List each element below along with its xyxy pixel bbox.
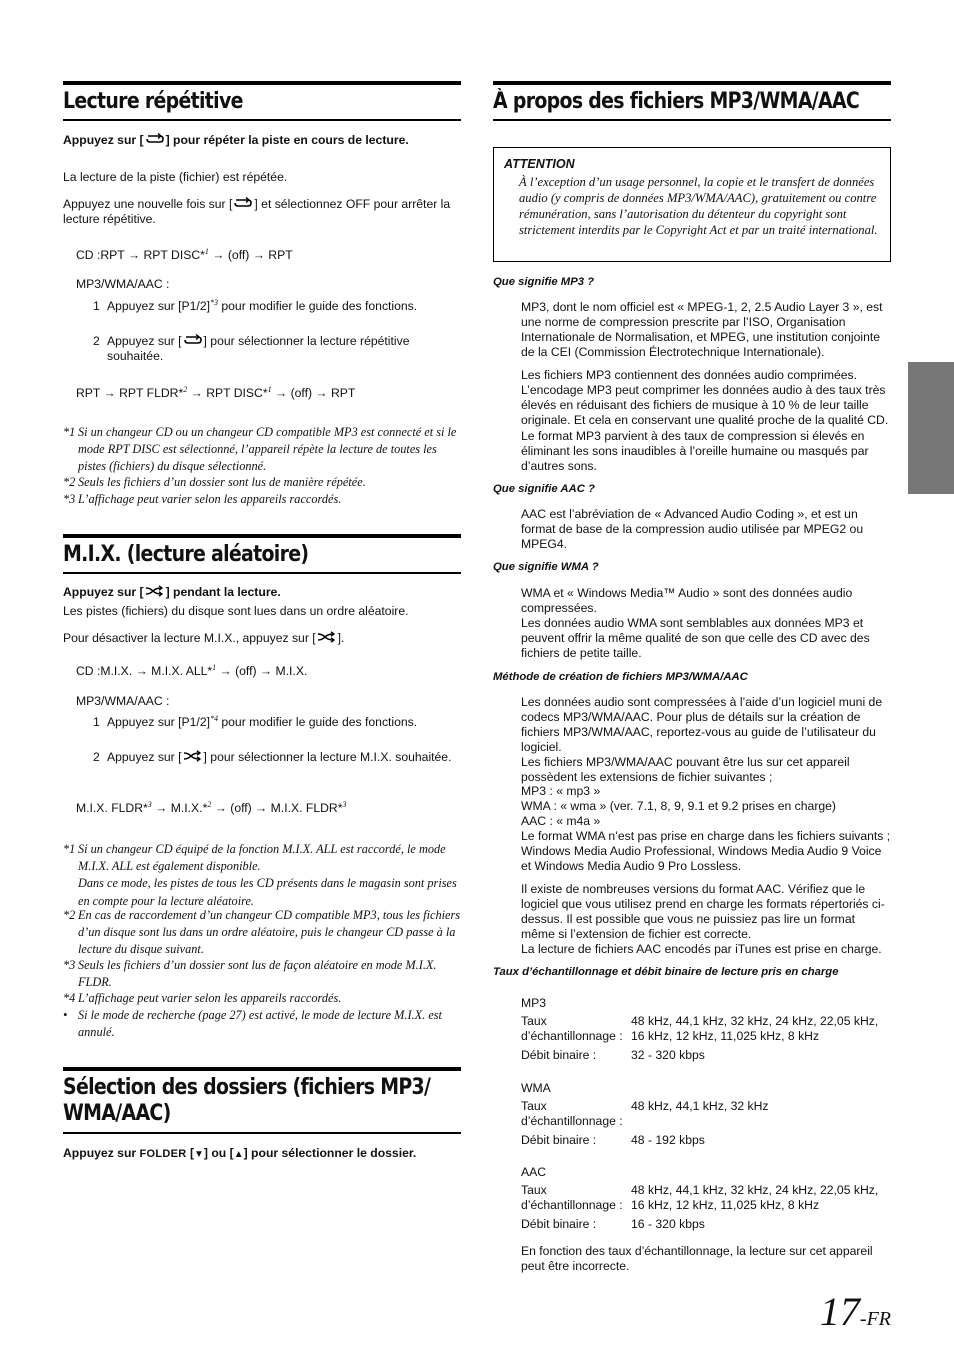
page-number-suffix: -FR bbox=[859, 1308, 891, 1330]
shuffle-icon bbox=[182, 750, 204, 762]
mix-step-2: Appuyez sur [ ] pour sélectionner la lecture M.I.X. souhaitée. bbox=[107, 750, 452, 764]
extension-aac: AAC : « m4a » bbox=[521, 814, 601, 828]
heading-what-is-wma: Que signifie WMA ? bbox=[493, 561, 599, 573]
mix-paragraph-1: Les pistes (fichiers) du disque sont lues dans un ordre aléatoire. bbox=[63, 604, 409, 618]
method-paragraph-4: Il existe de nombreuses versions du format AAC. Vérifiez que le logiciel que vous utilisez prend en charge les formats répertoriés ci-dessus. Il est possible que vous ne puissiez pas lire un format même si l’extension de fichier est correcte. bbox=[521, 882, 885, 942]
wma-paragraph-2: Les données audio WMA sont semblables aux données MP3 et peuvent offrir la même qualité de son que celle des CD avec des fichiers de petite taille. bbox=[521, 616, 870, 661]
method-paragraph-5: La lecture de fichiers AAC encodés par iTunes est prise en charge. bbox=[521, 942, 882, 956]
spec-value: 48 kHz, 44,1 kHz, 32 kHz bbox=[631, 1099, 769, 1113]
spec-format-name: WMA bbox=[521, 1081, 551, 1095]
heading-what-is-mp3: Que signifie MP3 ? bbox=[493, 276, 595, 288]
repeat-step-1-number: 1 bbox=[93, 299, 100, 313]
spec-value: 48 kHz, 44,1 kHz, 32 kHz, 24 kHz, 22,05 kHz, bbox=[631, 1014, 879, 1028]
mix-note-bullet: • Si le mode de recherche (page 27) est activé, le mode de lecture M.I.X. est annulé. bbox=[63, 1008, 442, 1040]
spec-label: d’échantillonnage : bbox=[521, 1029, 623, 1043]
spec-value: 16 kHz, 12 kHz, 11,025 kHz, 8 kHz bbox=[631, 1198, 820, 1212]
mix-mp3-sequence: M.I.X. FLDR*$^3$ → M.I.X.*$^2$ → (off) → M.I.X. FLDR*$^3$ bbox=[76, 799, 347, 815]
repeat-paragraph-2: Appuyez une nouvelle fois sur [ ] et sélectionnez OFF pour arrêter la lecture répétitive. bbox=[63, 197, 451, 227]
wma-paragraph-1: WMA et « Windows Media™ Audio » sont des données audio compressées. bbox=[521, 586, 853, 616]
repeat-cd-sequence: CD :RPT → RPT DISC*$^1$ → (off) → RPT bbox=[76, 246, 293, 262]
spec-label: Débit binaire : bbox=[521, 1133, 597, 1147]
attention-text: À l’exception d’un usage personnel, la copie et le transfert de données audio (y compris de données MP3/WMA/AAC), gratuitement ou contre rémunération, sans l’autorisation du détenteur du copyright sont strictement interdits par le Copyright Act et par un traité international. bbox=[519, 175, 878, 237]
spec-format-name: AAC bbox=[521, 1165, 547, 1179]
mix-cd-sequence: CD :M.I.X. → M.I.X. ALL*$^1$ → (off) → M.I.X. bbox=[76, 662, 308, 678]
spec-value: 48 kHz, 44,1 kHz, 32 kHz, 24 kHz, 22,05 kHz, bbox=[631, 1183, 879, 1197]
repeat-mp3-label: MP3/WMA/AAC : bbox=[76, 277, 170, 291]
spec-block-aac bbox=[521, 1165, 891, 1235]
final-note: En fonction des taux d’échantillonnage, la lecture sur cet appareil peut être incorrecte. bbox=[521, 1244, 873, 1274]
spec-label: Taux bbox=[521, 1099, 547, 1113]
extension-wma: WMA : « wma » (ver. 7.1, 8, 9, 9.1 et 9.2 prises en charge) bbox=[521, 799, 836, 813]
attention-box bbox=[493, 147, 891, 262]
heading-sampling-rates: Taux d’échantillonnage et débit binaire de lecture pris en charge bbox=[493, 966, 839, 978]
mix-step-1: Appuyez sur $[P1/2]^{*4}$ pour modifier le guide des fonctions. bbox=[107, 713, 418, 729]
heading-creation-method: Méthode de création de fichiers MP3/WMA/AAC bbox=[493, 671, 748, 683]
mix-footnote-1: *1 Si un changeur CD équipé de la fonction M.I.X. ALL est raccordé, le mode M.I.X. ALL est également disponible. Dans ce mode, les pistes de tous les CD présents dans le magasin sont prises en compte pour la lecture aléatoire. bbox=[63, 842, 457, 908]
attention-label: ATTENTION bbox=[504, 157, 575, 171]
mix-step-2-number: 2 bbox=[93, 750, 100, 764]
spec-value: 16 kHz, 12 kHz, 11,025 kHz, 8 kHz bbox=[631, 1029, 820, 1043]
repeat-instruction: Appuyez sur [ ] pour répéter la piste en cours de lecture. bbox=[63, 133, 409, 147]
mix-footnote-4: *4 L’affichage peut varier selon les appareils raccordés. bbox=[63, 991, 342, 1005]
spec-label: d’échantillonnage : bbox=[521, 1198, 623, 1212]
repeat-mp3-sequence: RPT → RPT FLDR*$^2$ → RPT DISC*$^1$ → (off) → RPT bbox=[76, 384, 356, 400]
repeat-paragraph-1: La lecture de la piste (fichier) est répétée. bbox=[63, 170, 288, 184]
mix-footnote-3: *3 Seuls les fichiers d’un dossier sont lus de façon aléatoire en mode M.I.X. FLDR. bbox=[63, 958, 437, 990]
repeat-footnote-2: *2 Seuls les fichiers d’un dossier sont lus de manière répétée. bbox=[63, 475, 366, 489]
spec-block-wma bbox=[521, 1081, 891, 1151]
spec-label: Débit binaire : bbox=[521, 1217, 597, 1231]
repeat-footnote-3: *3 L’affichage peut varier selon les appareils raccordés. bbox=[63, 492, 342, 506]
spec-label: Débit binaire : bbox=[521, 1048, 597, 1062]
section-title-repeat: Lecture répétitive bbox=[63, 81, 461, 121]
mix-instruction: Appuyez sur [ ] pendant la lecture. bbox=[63, 585, 281, 599]
spec-value: 16 - 320 kbps bbox=[631, 1217, 705, 1231]
repeat-icon bbox=[144, 133, 166, 145]
repeat-icon bbox=[232, 197, 254, 209]
page-number bbox=[820, 1287, 891, 1337]
spec-label: Taux bbox=[521, 1014, 547, 1028]
mp3-paragraph-2: Les fichiers MP3 contiennent des données audio comprimées. L’encodage MP3 peut comprimer les données audio à des taux très élevés en réduisant des fichiers de musique à 10 % de leur taille originale. Et cela en conservant une qualité proche de la qualité CD. Le format MP3 parvient à des taux de compression si élevés en éliminant les sons inaudibles à l’oreille humaine ou masqués par d’autres sons. bbox=[521, 368, 889, 473]
mix-mp3-label: MP3/WMA/AAC : bbox=[76, 694, 170, 708]
side-tab-marker bbox=[908, 362, 954, 494]
spec-value: 48 - 192 kbps bbox=[631, 1133, 705, 1147]
method-paragraph-3: Le format WMA n’est pas prise en charge dans les fichiers suivants ; Windows Media Audio Professional, Windows Media Audio 9 Voice et Windows Media Audio 9 Pro Lossless. bbox=[521, 829, 891, 874]
mix-step-1-number: 1 bbox=[93, 715, 100, 729]
spec-value: 32 - 320 kbps bbox=[631, 1048, 705, 1062]
extension-mp3: MP3 : « mp3 » bbox=[521, 784, 601, 798]
section-title-folder: Sélection des dossiers (fichiers MP3/ WMA/AAC) bbox=[63, 1067, 461, 1134]
spec-label: Taux bbox=[521, 1183, 547, 1197]
page-number-value: 17 bbox=[819, 1289, 860, 1334]
aac-paragraph: AAC est l’abréviation de « Advanced Audio Coding », et est un format de base de la compression audio utilisée par MPEG2 ou MPEG4. bbox=[521, 507, 864, 552]
spec-format-name: MP3 bbox=[521, 996, 547, 1010]
method-paragraph-2: Les fichiers MP3/WMA/AAC pouvant être lus sur cet appareil possèdent les extensions de fichier suivantes ; bbox=[521, 755, 850, 785]
repeat-icon bbox=[182, 334, 204, 346]
section-title-mix: M.I.X. (lecture aléatoire) bbox=[63, 534, 461, 574]
shuffle-icon bbox=[316, 631, 338, 643]
spec-block-mp3 bbox=[521, 996, 891, 1066]
mix-paragraph-2: Pour désactiver la lecture M.I.X., appuyez sur [ ]. bbox=[63, 631, 345, 645]
section-title-about: À propos des fichiers MP3/WMA/AAC bbox=[493, 81, 891, 121]
method-paragraph-1: Les données audio sont compressées à l’aide d’un logiciel muni de codecs MP3/WMA/AAC. Pour plus de détails sur la création de fichiers MP3/WMA/AAC, reportez-vous au guide de l’utilisateur du logiciel. bbox=[521, 695, 883, 755]
shuffle-icon bbox=[144, 585, 166, 597]
heading-what-is-aac: Que signifie AAC ? bbox=[493, 483, 595, 495]
repeat-step-1: Appuyez sur $[P1/2]^{*3}$ pour modifier le guide des fonctions. bbox=[107, 297, 418, 313]
repeat-step-2-number: 2 bbox=[93, 334, 100, 348]
mp3-paragraph-1: MP3, dont le nom officiel est « MPEG-1, 2, 2.5 Audio Layer 3 », est une norme de compression prescrite par l’ISO, Organisation Internationale de Normalisation, et MPEG, une institution conjointe de la CEI (Commission Électrotechnique Internationale). bbox=[521, 300, 883, 360]
folder-instruction: Appuyez sur FOLDER [▼] ou [▲] pour sélectionner le dossier. bbox=[63, 1146, 417, 1160]
spec-label: d’échantillonnage : bbox=[521, 1114, 623, 1128]
mix-footnote-2: *2 En cas de raccordement d’un changeur CD compatible MP3, tous les fichiers d’un disque sont lus dans un ordre aléatoire, puis le changeur CD passe à la lecture du disque suivant. bbox=[63, 908, 461, 957]
repeat-step-2: Appuyez sur [ ] pour sélectionner la lecture répétitive souhaitée. bbox=[107, 334, 410, 364]
arrow-up-icon: ▲ bbox=[233, 1149, 244, 1160]
arrow-down-icon: ▼ bbox=[194, 1149, 204, 1160]
repeat-footnote-1: *1 Si un changeur CD ou un changeur CD compatible MP3 est connecté et si le mode RPT DISC est sélectionné, l’appareil répète la lecture de toutes les pistes (fichiers) du disque sélectionné. bbox=[63, 425, 457, 474]
